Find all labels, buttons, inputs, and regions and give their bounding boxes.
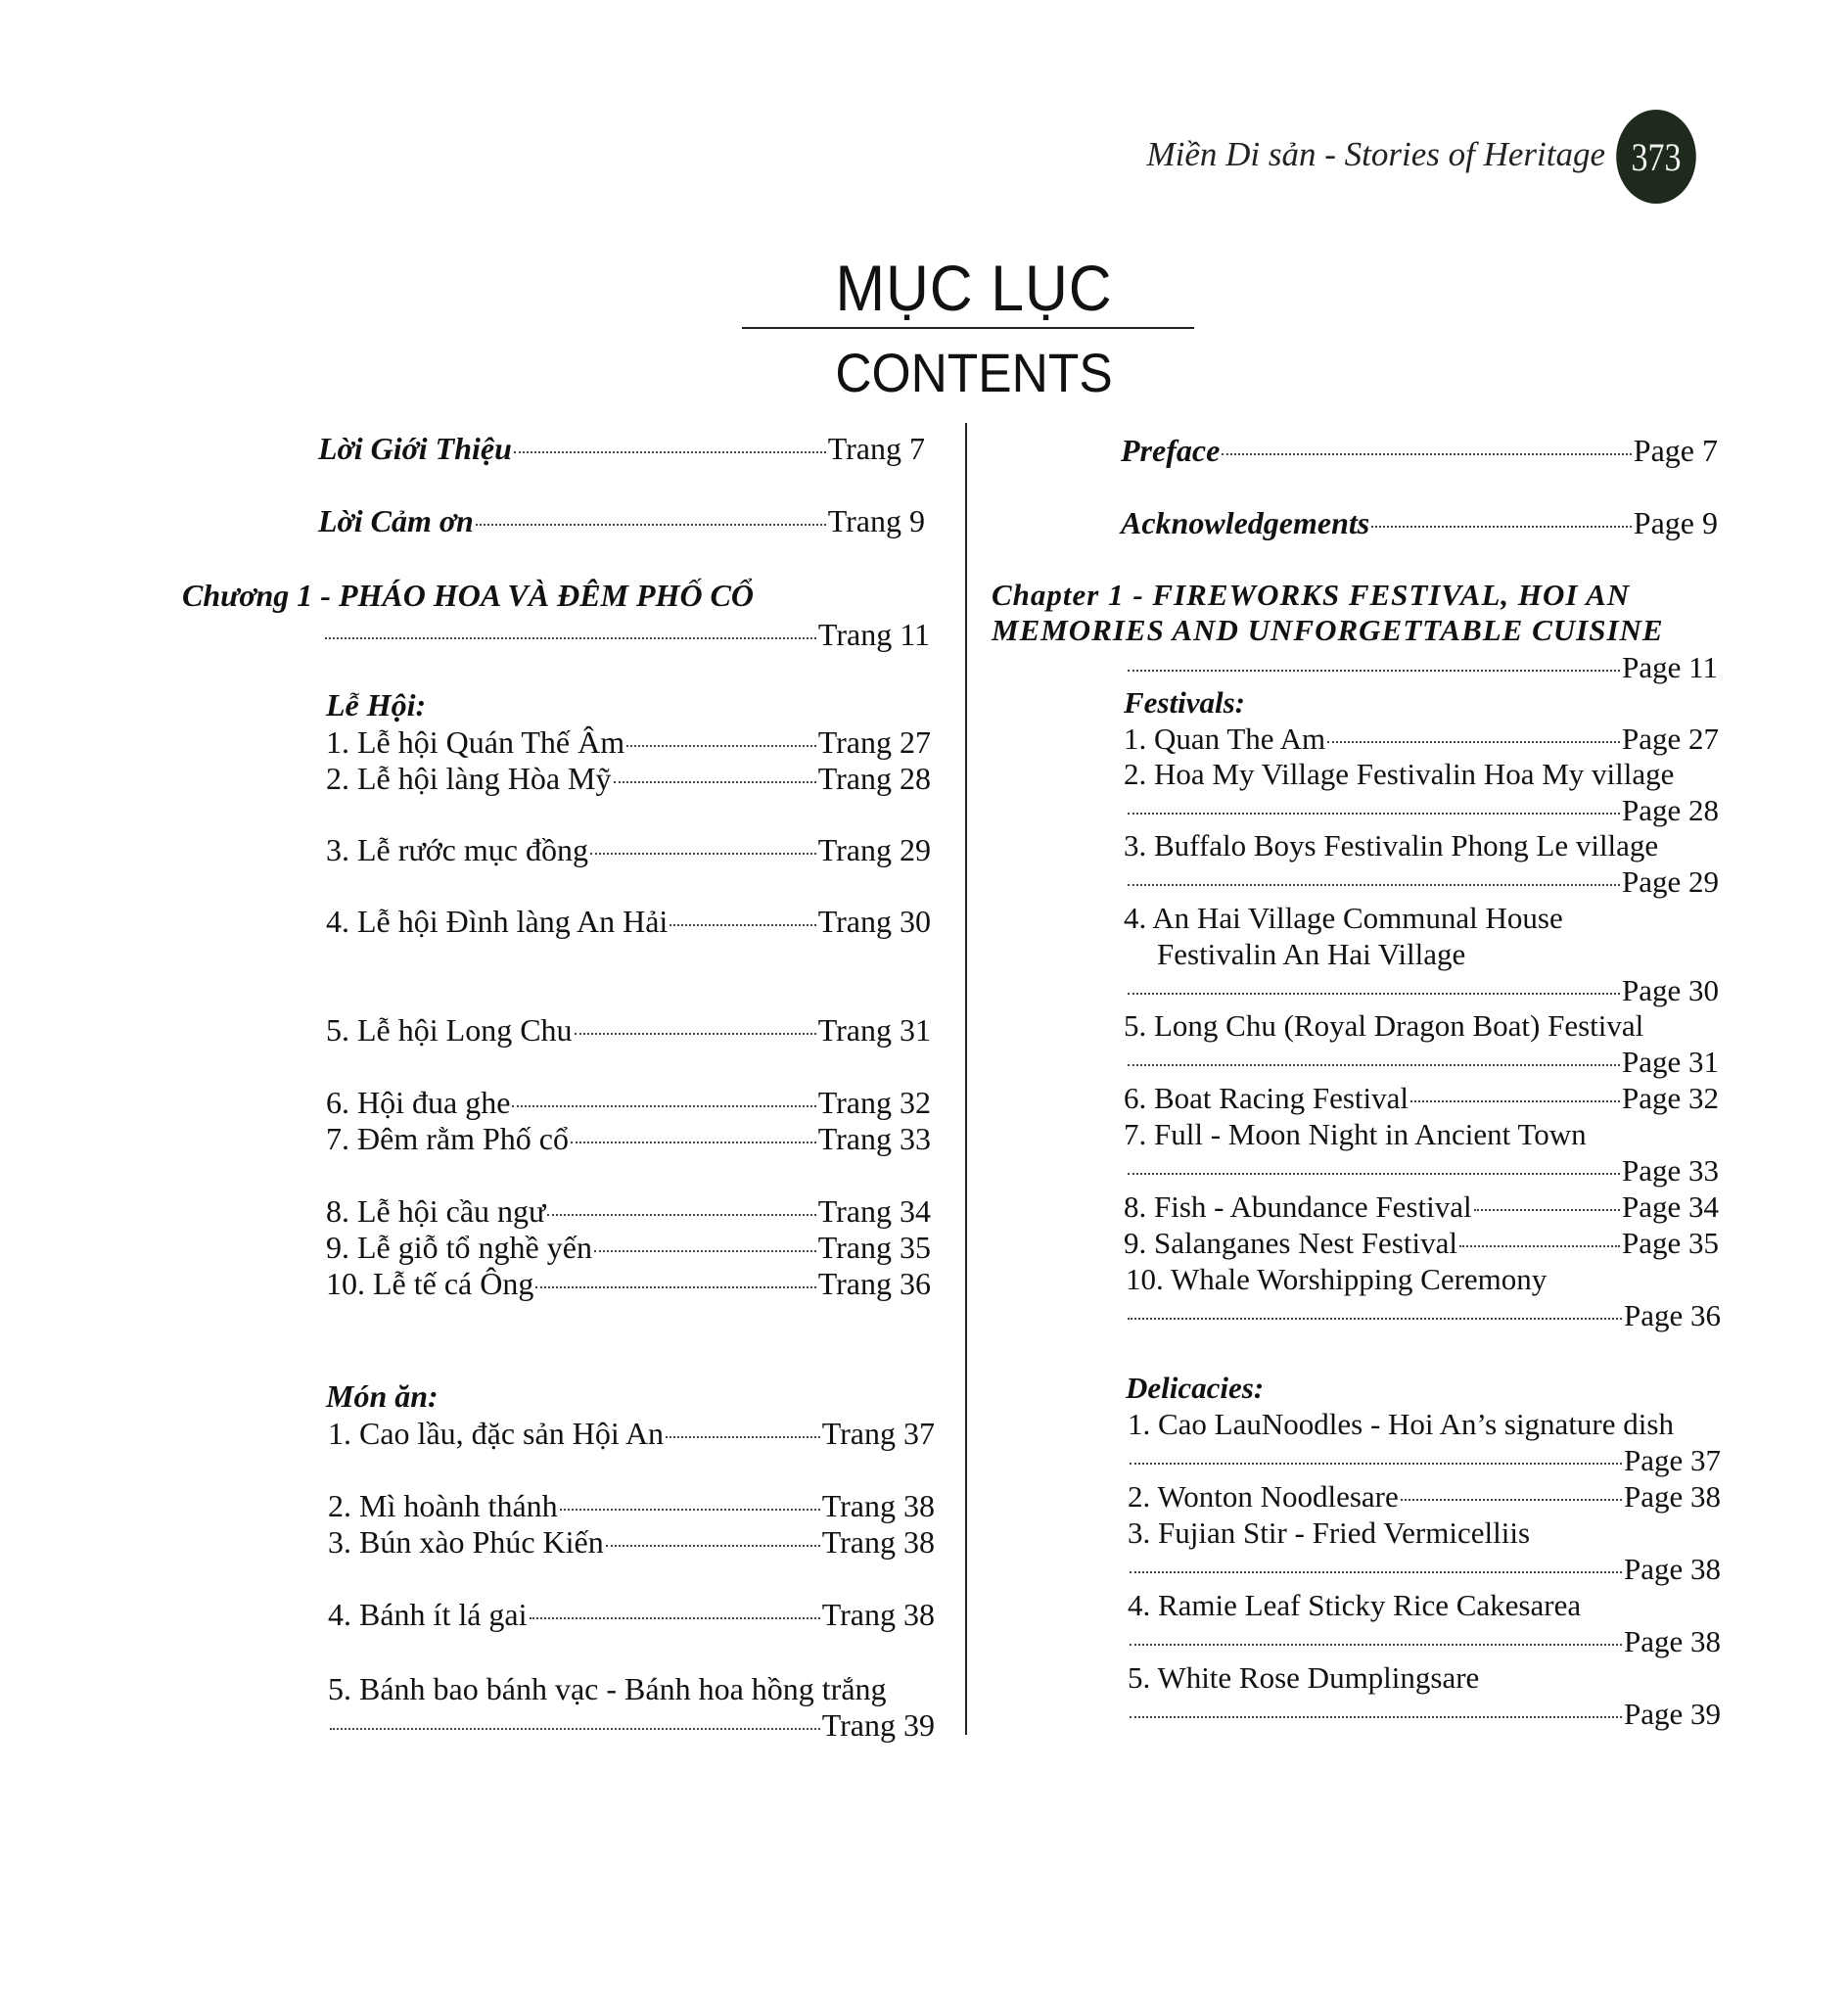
toc-entry-label: 10. Lễ tế cá Ông (326, 1266, 534, 1301)
toc-entry[interactable] (326, 1266, 931, 1302)
toc-entry-page: Page 9 (1633, 505, 1718, 540)
dot-leader (594, 1250, 816, 1252)
toc-entry-page: Trang 28 (817, 761, 931, 796)
toc-entry-label: 3. Bún xào Phúc Kiến (328, 1524, 604, 1560)
title-underline (742, 327, 1194, 329)
toc-entry-page: Page 31 (1621, 1045, 1719, 1079)
toc-entry[interactable] (326, 1193, 931, 1230)
toc-entry-page: Page 36 (1623, 1298, 1721, 1332)
dot-leader (1128, 1173, 1620, 1175)
toc-entry-page: Page 11 (1622, 650, 1718, 684)
dot-leader (1128, 993, 1620, 995)
dot-leader (514, 451, 826, 453)
toc-entry-label: Acknowledgements (1121, 505, 1370, 540)
toc-entry-label: 3. Buffalo Boys Festivalin Phong Le village (1124, 828, 1659, 863)
toc-entry-page: Trang 30 (817, 904, 931, 939)
toc-entry-label: 7. Đêm rằm Phố cổ (326, 1121, 569, 1156)
dot-leader (590, 853, 816, 855)
toc-entry[interactable] (1121, 433, 1718, 469)
toc-entry[interactable] (326, 904, 931, 940)
toc-entry-label: 4. Bánh ít lá gai (328, 1597, 528, 1632)
toc-entry-page: Trang 38 (821, 1488, 935, 1523)
toc-entry-page: Trang 7 (827, 431, 925, 466)
toc-entry-page: Trang 39 (821, 1707, 935, 1743)
dot-leader (1128, 1318, 1622, 1320)
toc-entry-label: 8. Fish - Abundance Festival (1124, 1189, 1472, 1224)
toc-entry[interactable] (1128, 1479, 1721, 1515)
chapter-heading-line1: Chapter 1 - FIREWORKS FESTIVAL, HOI AN (992, 578, 1631, 612)
toc-entry-label: 5. White Rose Dumplingsare (1128, 1660, 1480, 1695)
toc-entry[interactable] (318, 431, 925, 467)
toc-entry[interactable] (1121, 505, 1718, 541)
toc-entry-page: Trang 36 (817, 1266, 931, 1301)
dot-leader (547, 1214, 815, 1216)
toc-entry-page: Page 39 (1623, 1697, 1721, 1731)
toc-entry-page: Trang 27 (817, 724, 931, 760)
dot-leader (1128, 670, 1620, 672)
toc-entry-page: Trang 9 (827, 503, 925, 538)
toc-entry[interactable] (1126, 793, 1719, 828)
toc-entry-label: 7. Full - Moon Night in Ancient Town (1124, 1117, 1587, 1151)
toc-entry[interactable] (1124, 1226, 1719, 1261)
toc-entry[interactable] (1128, 1697, 1721, 1732)
toc-entry-label: 5. Bánh bao bánh vạc - Bánh hoa hồng trắng (328, 1671, 887, 1706)
toc-entry-label: Lời Cảm ơn (318, 503, 474, 538)
dot-leader (1371, 526, 1632, 528)
toc-entry-label: 2. Mì hoành thánh (328, 1488, 558, 1523)
toc-entry[interactable] (1128, 1624, 1721, 1659)
toc-entry[interactable] (1124, 1189, 1719, 1225)
toc-entry[interactable] (1126, 1298, 1721, 1333)
toc-entry[interactable] (326, 1012, 931, 1049)
toc-entry-label: 3. Fujian Stir - Fried Vermicelliis (1128, 1515, 1531, 1550)
toc-entry-page: Page 30 (1621, 973, 1719, 1007)
toc-entry[interactable] (326, 832, 931, 868)
toc-entry[interactable] (326, 1121, 931, 1157)
dot-leader (1222, 453, 1632, 455)
toc-entry[interactable] (318, 503, 925, 539)
toc-entry[interactable] (1126, 1045, 1719, 1080)
toc-entry-label: Lời Giới Thiệu (318, 431, 512, 466)
toc-entry[interactable] (1126, 864, 1719, 900)
dot-leader (476, 524, 826, 526)
toc-entry[interactable] (326, 1085, 931, 1121)
section-heading: Lễ Hội: (326, 687, 427, 723)
toc-entry-label: 5. Lễ hội Long Chu (326, 1012, 573, 1048)
toc-entry-label: 6. Hội đua ghe (326, 1085, 511, 1120)
toc-entry-page: Trang 38 (821, 1524, 935, 1560)
toc-entry[interactable] (1128, 1443, 1721, 1478)
toc-entry-page: Page 33 (1621, 1153, 1719, 1188)
dot-leader (1130, 1571, 1622, 1573)
toc-entry-page: Page 38 (1623, 1479, 1721, 1514)
toc-entry-label: 1. Cao lầu, đặc sản Hội An (328, 1416, 665, 1451)
toc-entry-label: 4. An Hai Village Communal House (1124, 901, 1563, 935)
dot-leader (330, 1728, 820, 1730)
toc-entry-label: 1. Cao LauNoodles - Hoi An’s signature dish (1128, 1407, 1674, 1441)
toc-entry-label: 8. Lễ hội cầu ngư (326, 1193, 546, 1229)
dot-leader (1410, 1100, 1620, 1102)
section-heading: Festivals: (1124, 685, 1245, 720)
dot-leader (606, 1545, 820, 1547)
dot-leader (560, 1509, 820, 1511)
toc-entry-page: Page 7 (1633, 433, 1718, 468)
toc-entry-label: 9. Salanganes Nest Festival (1124, 1226, 1457, 1260)
toc-entry[interactable] (328, 1416, 935, 1452)
toc-entry-page: Page 35 (1621, 1226, 1719, 1260)
dot-leader (1459, 1245, 1620, 1247)
toc-entry[interactable] (1126, 1153, 1719, 1189)
toc-entry[interactable] (326, 1230, 931, 1266)
chapter-heading: Chương 1 - PHÁO HOA VÀ ĐÊM PHỐ CỔ (182, 578, 754, 613)
toc-entry[interactable] (1126, 973, 1719, 1008)
toc-entry-label: 9. Lễ giỗ tổ nghề yến (326, 1230, 592, 1265)
toc-entry-page: Page 38 (1623, 1624, 1721, 1658)
dot-leader (670, 924, 815, 926)
book-title: Miền Di sản - Stories of Heritage (1146, 135, 1605, 173)
dot-leader (1130, 1716, 1622, 1718)
toc-entry[interactable] (1124, 722, 1719, 757)
toc-entry-label-cont: Festivalin An Hai Village (1157, 937, 1466, 971)
toc-entry-label: 3. Lễ rước mục đồng (326, 832, 588, 867)
toc-entry-label: 6. Boat Racing Festival (1124, 1081, 1409, 1115)
dot-leader (1474, 1209, 1620, 1211)
toc-entry-page: Trang 31 (817, 1012, 931, 1048)
section-heading: Delicacies: (1126, 1371, 1265, 1405)
toc-entry-page: Trang 11 (817, 617, 930, 652)
toc-entry-page: Page 34 (1621, 1189, 1719, 1224)
toc-entry[interactable] (328, 1524, 935, 1561)
toc-entry-page: Page 38 (1623, 1552, 1721, 1586)
dot-leader (512, 1105, 815, 1107)
toc-entry-page: Page 28 (1621, 793, 1719, 827)
toc-entry-page: Page 29 (1621, 864, 1719, 899)
dot-leader (530, 1617, 820, 1619)
toc-entry[interactable] (328, 1707, 935, 1744)
dot-leader (325, 637, 816, 639)
toc-entry-label: 2. Lễ hội làng Hòa Mỹ (326, 761, 612, 796)
toc-entry-page: Page 32 (1621, 1081, 1719, 1115)
dot-leader (666, 1436, 820, 1438)
chapter-heading-line2: MEMORIES AND UNFORGETTABLE CUISINE (992, 613, 1664, 647)
column-divider (965, 423, 967, 1735)
running-header (979, 110, 1703, 208)
page-number-badge: 373 (1616, 110, 1696, 204)
dot-leader (571, 1142, 816, 1143)
dot-leader (1128, 884, 1620, 886)
dot-leader (535, 1286, 815, 1288)
toc-entry-label: 2. Hoa My Village Festivalin Hoa My village (1124, 757, 1675, 791)
toc-entry-label: 4. Ramie Leaf Sticky Rice Cakesarea (1128, 1588, 1582, 1622)
toc-entry-page: Trang 32 (817, 1085, 931, 1120)
dot-leader (1130, 1644, 1622, 1646)
dot-leader (1130, 1463, 1622, 1465)
toc-entry-page: Trang 37 (821, 1416, 935, 1451)
toc-entry[interactable] (326, 724, 931, 761)
toc-entry-label: 5. Long Chu (Royal Dragon Boat) Festival (1124, 1008, 1644, 1043)
toc-entry-page: Page 27 (1621, 722, 1719, 756)
section-heading: Món ăn: (326, 1378, 439, 1414)
toc-entry-page: Trang 34 (817, 1193, 931, 1229)
page-title: MỤC LỤC (835, 252, 1113, 324)
toc-entry[interactable] (1126, 650, 1718, 685)
dot-leader (1128, 1064, 1620, 1066)
toc-entry-page: Page 37 (1623, 1443, 1721, 1477)
dot-leader (575, 1033, 816, 1035)
dot-leader (1128, 813, 1620, 815)
toc-entry-label: 4. Lễ hội Đình làng An Hải (326, 904, 669, 939)
dot-leader (614, 781, 816, 783)
toc-entry[interactable] (323, 617, 930, 653)
toc-entry-page: Trang 29 (817, 832, 931, 867)
dot-leader (1327, 741, 1620, 743)
toc-entry-label: 10. Whale Worshipping Ceremony (1126, 1262, 1548, 1296)
toc-entry[interactable] (326, 761, 931, 797)
toc-entry[interactable] (328, 1488, 935, 1524)
toc-entry[interactable] (328, 1597, 935, 1633)
dot-leader (626, 745, 816, 747)
toc-entry[interactable] (1128, 1552, 1721, 1587)
toc-entry[interactable] (1124, 1081, 1719, 1116)
toc-entry-page: Trang 38 (821, 1597, 935, 1632)
toc-entry-label: 1. Quan The Am (1124, 722, 1326, 756)
toc-entry-page: Trang 33 (817, 1121, 931, 1156)
toc-entry-label: 2. Wonton Noodlesare (1128, 1479, 1399, 1514)
page-subtitle: CONTENTS (835, 342, 1113, 403)
toc-entry-label: 1. Lễ hội Quán Thế Âm (326, 724, 625, 760)
toc-entry-page: Trang 35 (817, 1230, 931, 1265)
toc-entry-label: Preface (1121, 433, 1221, 468)
dot-leader (1401, 1499, 1622, 1501)
